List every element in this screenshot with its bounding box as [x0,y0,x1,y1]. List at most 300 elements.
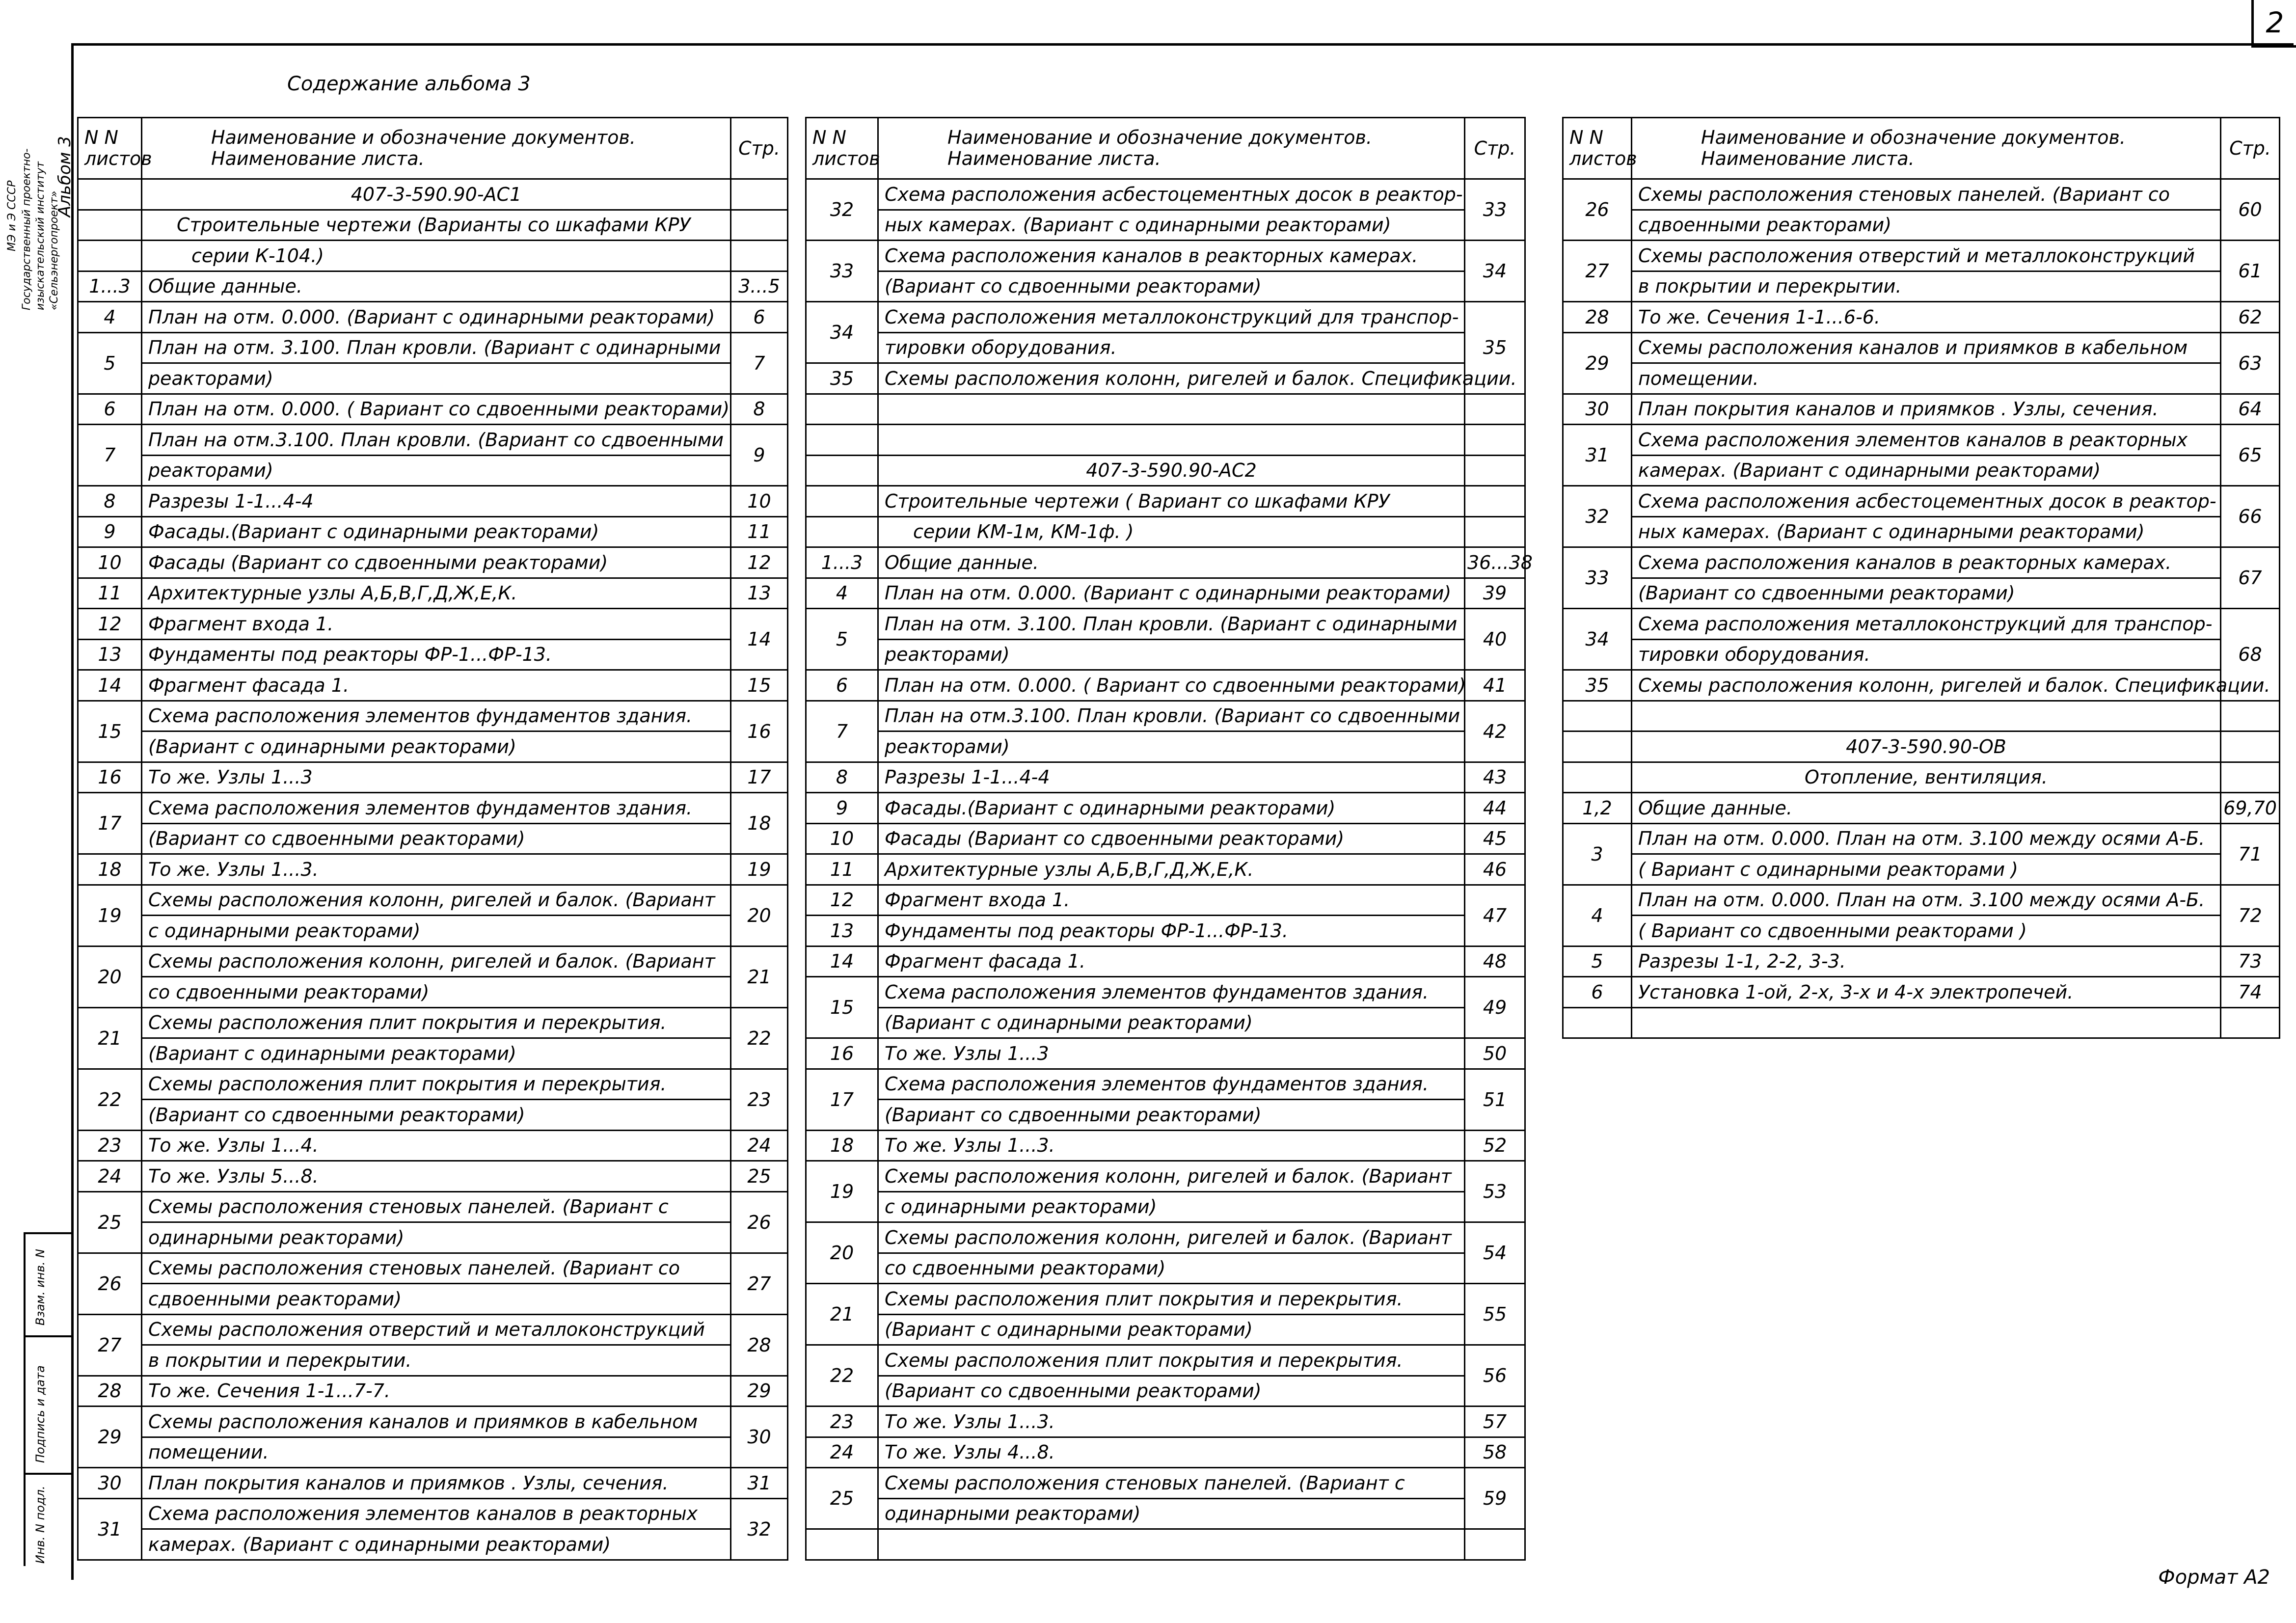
table-row [806,210,1525,241]
side-label-vzam: Взам. инв. N [33,1249,47,1325]
page-ref: 31 [731,1468,788,1499]
sheet-number: 10 [806,823,878,854]
sheet-title-cont: ( Вариант с одинарными реакторами ) [1632,854,2221,885]
table-row [78,639,788,670]
sheet-number: 6 [1563,977,1632,1008]
sheet-title-cont: (Вариант со сдвоенными реакторами) [1632,578,2221,609]
sheet-title: То же. Сечения 1-1...7-7. [142,1376,731,1407]
sheet-number: 21 [78,1007,142,1069]
page-ref [731,179,788,210]
table-row [806,1437,1525,1468]
sheet-number: 17 [806,1069,878,1130]
sheet-number: 33 [806,241,878,302]
stamp-line: изыскательский институт [34,161,47,310]
table-row [78,977,788,1008]
sheet-title: План на отм.3.100. План кровли. (Вариант со сдвоенными [142,425,731,456]
sheet-number: 4 [806,578,878,609]
table-row [806,701,1525,731]
sheet-title-cont: (Вариант со сдвоенными реакторами) [878,1376,1465,1407]
sheet-number: 3 [1563,823,1632,885]
table-row [806,547,1525,578]
table-row [806,1161,1525,1192]
sheet-number: 1...3 [78,271,142,302]
page-ref: 7 [731,332,788,394]
sheet-number: 16 [806,1038,878,1069]
table-row [78,731,788,762]
table-row [806,854,1525,885]
registration-block [24,1232,73,1566]
sheet-title: Схема расположения элементов фундаментов здания. [878,977,1465,1008]
table-row [78,609,788,640]
stamp-line: Государственный проектно- [21,148,33,310]
sheet-title: Разрезы 1-1, 2-2, 3-3. [1632,946,2221,977]
table-row [806,1468,1525,1499]
table-row [78,1376,788,1407]
sheet-title: Отопление, вентиляция. [1632,762,2221,793]
sheet-title-cont: с одинарными реакторами) [878,1191,1465,1222]
table-row [1563,639,2280,670]
table-row [78,302,788,333]
sheet-number: 12 [78,609,142,640]
table-row [806,1314,1525,1345]
sheet-number: 18 [78,854,142,885]
sheet-number: 9 [78,516,142,547]
page-ref: 16 [731,701,788,762]
sheet-number: 28 [78,1376,142,1407]
sheet-title: План на отм. 0.000. ( Вариант со сдвоенными реакторами) [142,394,731,425]
sheet-title: Схемы расположения отверстий и металлоконструкций [1632,241,2221,271]
sheet-title: 407-3-590.90-ОВ [1632,731,2221,762]
table-row [1563,210,2280,241]
page-ref: 41 [1465,670,1525,701]
table-row [806,639,1525,670]
table-row [806,363,1525,394]
sheet-number: 18 [806,1130,878,1161]
sheet-number: 32 [1563,486,1632,547]
page-ref: 69,70 [2221,793,2280,824]
page-ref: 67 [2221,547,2280,609]
sheet-title: То же. Узлы 1...3. [142,854,731,885]
sheet-number: 22 [78,1069,142,1130]
sheet-title-cont: ( Вариант со сдвоенными реакторами ) [1632,916,2221,947]
page-ref: 74 [2221,977,2280,1008]
sheet-title: Фасады.(Вариант с одинарными реакторами) [878,793,1465,824]
table-row [78,1407,788,1437]
table-row [1563,885,2280,916]
sheet-number: 6 [78,394,142,425]
table-row [78,1345,788,1376]
stamp-album: Альбом 3 [55,136,75,217]
sheet-number [806,516,878,547]
table-row [1563,670,2280,701]
page-number: 2 [2251,0,2296,48]
page-ref: 13 [731,578,788,609]
table-row [1563,793,2280,824]
sheet-title: серии КМ-1м, КМ-1ф. ) [878,516,1465,547]
sheet-number: 11 [806,854,878,885]
page-ref: 21 [731,946,788,1007]
table-row [1563,1007,2280,1038]
sheet-title-cont: (Вариант со сдвоенными реакторами) [878,271,1465,302]
contents-table-1 [77,117,788,1561]
table-row [78,762,788,793]
page-ref: 10 [731,486,788,517]
sheet-number: 31 [1563,425,1632,486]
sheet-title: Строительные чертежи ( Вариант со шкафами КРУ [878,486,1465,517]
sheet-number: 25 [78,1191,142,1253]
table-row [1563,578,2280,609]
sheet-title: Схема расположения элементов каналов в реакторных [1632,425,2221,456]
table-row [78,363,788,394]
sheet-title-cont: ных камерах. (Вариант с одинарными реакторами) [878,210,1465,241]
table-row [806,946,1525,977]
page-ref [731,210,788,241]
table-row [78,455,788,486]
sheet-title [878,425,1465,456]
page-ref: 54 [1465,1222,1525,1284]
table-row [78,885,788,916]
table-row [806,670,1525,701]
table-row [1563,731,2280,762]
sheet-number: 27 [1563,241,1632,302]
table-row [806,271,1525,302]
page-ref: 12 [731,547,788,578]
sheet-title: Схема расположения металлоконструкций для транспор- [878,302,1465,333]
table-row [78,578,788,609]
table-row [78,486,788,517]
sheet-title: План на отм. 0.000. План на отм. 3.100 между осями А-Б. [1632,885,2221,916]
table-row [806,1100,1525,1131]
page-ref: 68 [2221,609,2280,701]
header-page: Стр. [2221,118,2280,179]
page-ref: 52 [1465,1130,1525,1161]
sheet-title: План на отм. 0.000. (Вариант с одинарными реакторами) [878,578,1465,609]
sheet-title: Схемы расположения каналов и приямков в кабельном [142,1407,731,1437]
sheet-number: 24 [78,1161,142,1192]
table-row [78,1069,788,1100]
table-row [806,1069,1525,1100]
table-row [78,179,788,210]
sheet-title: Схемы расположения колонн, ригелей и балок. (Вариант [878,1161,1465,1192]
sheet-title: Архитектурные узлы А,Б,В,Г,Д,Ж,Е,К. [878,854,1465,885]
sheet-number: 11 [78,578,142,609]
table-row [806,1529,1525,1560]
page-ref: 35 [1465,302,1525,394]
sheet-title-cont: с одинарными реакторами) [142,916,731,947]
table-row [806,1345,1525,1376]
sheet-title-cont: ных камерах. (Вариант с одинарными реакторами) [1632,516,2221,547]
page-ref [1465,516,1525,547]
sheet-title-cont: (Вариант со сдвоенными реакторами) [142,1100,731,1131]
page-ref: 66 [2221,486,2280,547]
table-row [78,332,788,363]
page-ref: 57 [1465,1407,1525,1437]
sheet-number: 30 [1563,394,1632,425]
sheet-title: Фрагмент входа 1. [142,609,731,640]
page-ref: 11 [731,516,788,547]
sheet-title: Схема расположения металлоконструкций для транспор- [1632,609,2221,640]
page-ref: 44 [1465,793,1525,824]
sheet-title-cont: помещении. [1632,363,2221,394]
sheet-title-cont: в покрытии и перекрытии. [1632,271,2221,302]
table-row [78,516,788,547]
page-ref: 60 [2221,179,2280,241]
page-ref: 48 [1465,946,1525,977]
table-row [78,547,788,578]
sheet-number [78,210,142,241]
sheet-number: 6 [806,670,878,701]
sheet-number: 27 [78,1314,142,1376]
sheet-number: 13 [78,639,142,670]
table-row [806,1284,1525,1315]
format-label: Формат А2 [2158,1566,2270,1589]
sheet-number: 9 [806,793,878,824]
page-ref [2221,731,2280,762]
page-ref: 42 [1465,701,1525,762]
table-row [806,731,1525,762]
sheet-title-cont: реакторами) [142,363,731,394]
page-ref: 43 [1465,762,1525,793]
sheet-number: 28 [1563,302,1632,333]
sheet-title-cont: со сдвоенными реакторами) [878,1253,1465,1284]
page-ref: 46 [1465,854,1525,885]
sheet-title-cont: (Вариант с одинарными реакторами) [142,1038,731,1069]
table-row [806,1191,1525,1222]
sheet-number: 34 [806,302,878,363]
table-row [78,1529,788,1560]
sheet-title: Фасады (Вариант со сдвоенными реакторами) [142,547,731,578]
sheet-number: 7 [78,425,142,486]
sheet-title-cont: сдвоенными реакторами) [1632,210,2221,241]
table-row [806,394,1525,425]
table-row [78,425,788,456]
sheet-title: План на отм. 0.000. План на отм. 3.100 между осями А-Б. [1632,823,2221,854]
sheet-title: То же. Узлы 5...8. [142,1161,731,1192]
page-ref [1465,425,1525,456]
sheet-title: Установка 1-ой, 2-х, 3-х и 4-х электропечей. [1632,977,2221,1008]
page-ref: 64 [2221,394,2280,425]
sheet-title-cont: (Вариант с одинарными реакторами) [878,1007,1465,1038]
sheet-title: То же. Узлы 4...8. [878,1437,1465,1468]
sheet-title: Схемы расположения плит покрытия и перекрытия. [878,1345,1465,1376]
sheet-number: 8 [78,486,142,517]
sheet-number: 21 [806,1284,878,1345]
table-row [78,394,788,425]
sheet-title: То же. Узлы 1...3. [878,1130,1465,1161]
sheet-number: 31 [78,1498,142,1560]
sheet-number [806,394,878,425]
sheet-title: План на отм. 3.100. План кровли. (Вариант с одинарными [142,332,731,363]
table-row [1563,455,2280,486]
table-row [1563,977,2280,1008]
page-ref: 17 [731,762,788,793]
sheet-title [878,394,1465,425]
sheet-title: Схемы расположения колонн, ригелей и балок. Спецификации. [1632,670,2221,701]
page-ref: 58 [1465,1437,1525,1468]
table-row [806,1007,1525,1038]
table-row [806,486,1525,517]
table-row [806,1376,1525,1407]
table-row [78,1100,788,1131]
sheet-number: 32 [806,179,878,241]
sheet-title-cont: тировки оборудования. [1632,639,2221,670]
sheet-number: 10 [78,547,142,578]
sheet-title-cont: помещении. [142,1437,731,1468]
sheet-number: 23 [806,1407,878,1437]
sheet-number: 24 [806,1437,878,1468]
page-ref: 18 [731,793,788,854]
page-ref: 22 [731,1007,788,1069]
table-row [78,1437,788,1468]
header-doc-name: Наименование и обозначение документов. Наименование листа. [1632,118,2221,179]
page-ref: 28 [731,1314,788,1376]
sheet-number: 23 [78,1130,142,1161]
page-ref: 36...38 [1465,547,1525,578]
sheet-title: Схемы расположения стеновых панелей. (Вариант с [878,1468,1465,1499]
page-ref [731,241,788,271]
page-ref: 65 [2221,425,2280,486]
sheet-title-cont: (Вариант с одинарными реакторами) [142,731,731,762]
table-row [1563,516,2280,547]
page-ref: 25 [731,1161,788,1192]
sheet-title: Разрезы 1-1...4-4 [142,486,731,517]
table-row [806,516,1525,547]
table-row [78,1191,788,1222]
sheet-title: Схема расположения асбестоцементных досок в реактор- [878,179,1465,210]
table-row [1563,946,2280,977]
sheet-title: серии К-104.) [142,241,731,271]
table-row [806,241,1525,271]
sheet-number [806,455,878,486]
sheet-number: 33 [1563,547,1632,609]
table-row [78,670,788,701]
page-ref: 34 [1465,241,1525,302]
table-row [1563,547,2280,578]
sheet-number: 5 [806,609,878,670]
sheet-number: 5 [78,332,142,394]
sheet-title [1632,1007,2221,1038]
table-row [1563,486,2280,517]
page-ref: 72 [2221,885,2280,946]
sheet-title: Схемы расположения колонн, ригелей и балок. (Вариант [142,946,731,977]
table-row [806,823,1525,854]
sheet-number: 29 [1563,332,1632,394]
table-header-row [1563,118,2280,179]
table-row [1563,762,2280,793]
sheet-number: 35 [806,363,878,394]
table-row [78,1253,788,1284]
page-ref: 63 [2221,332,2280,394]
sheet-title-cont: камерах. (Вариант с одинарными реакторами) [1632,455,2221,486]
header-doc-name: Наименование и обозначение документов. Наименование листа. [878,118,1465,179]
table-row [806,977,1525,1008]
sheet-title: Фрагмент входа 1. [878,885,1465,916]
sheet-number: 35 [1563,670,1632,701]
sheet-title: Схема расположения каналов в реакторных камерах. [878,241,1465,271]
album-title: Содержание альбома 3 [287,73,531,95]
sheet-number [1563,1007,1632,1038]
table-row [1563,394,2280,425]
table-row [78,1222,788,1253]
sheet-title: Схема расположения элементов фундаментов здания. [142,793,731,824]
table-row [806,1038,1525,1069]
sheet-title: Схемы расположения плит покрытия и перекрытия. [142,1069,731,1100]
sheet-number: 26 [1563,179,1632,241]
sheet-title: То же. Узлы 1...3. [878,1407,1465,1437]
header-page: Стр. [731,118,788,179]
sheet-title: План на отм. 3.100. План кровли. (Вариант с одинарными [878,609,1465,640]
table-row [806,609,1525,640]
frame-top-border [71,43,2294,46]
page-ref [2221,1007,2280,1038]
page-ref [2221,762,2280,793]
side-label-inv: Инв. N подл. [33,1486,47,1564]
sheet-number: 30 [78,1468,142,1499]
page-ref: 53 [1465,1161,1525,1222]
sheet-number [1563,731,1632,762]
table-row [78,823,788,854]
page-ref: 51 [1465,1069,1525,1130]
sheet-title: Схемы расположения стеновых панелей. (Вариант со [142,1253,731,1284]
contents-table-2 [805,117,1533,1561]
sheet-title-cont: одинарными реакторами) [878,1498,1465,1529]
sheet-number: 29 [78,1407,142,1468]
sheet-number: 5 [1563,946,1632,977]
sheet-title: Схемы расположения колонн, ригелей и балок. (Вариант [878,1222,1465,1253]
table-row [806,762,1525,793]
sheet-number [78,241,142,271]
page-ref: 39 [1465,578,1525,609]
sheet-title: Фасады.(Вариант с одинарными реакторами) [142,516,731,547]
table-row [1563,425,2280,456]
page-ref: 33 [1465,179,1525,241]
table-row [806,1407,1525,1437]
sheet-title-cont: со сдвоенными реакторами) [142,977,731,1008]
sheet-title: Схема расположения элементов фундаментов здания. [142,701,731,731]
table-row [806,425,1525,456]
page-ref: 6 [731,302,788,333]
page-ref: 27 [731,1253,788,1314]
sheet-title: Схемы расположения стеновых панелей. (Вариант с [142,1191,731,1222]
page-ref [1465,394,1525,425]
page-ref: 56 [1465,1345,1525,1407]
table-row [1563,701,2280,731]
sheet-title: Общие данные. [1632,793,2221,824]
table-header-row [78,118,788,179]
table-row [806,578,1525,609]
table-row [806,179,1525,210]
table-row [78,1007,788,1038]
sheet-title: Схема расположения элементов каналов в реакторных [142,1498,731,1529]
table-row [78,241,788,271]
table-row [806,1222,1525,1253]
table-row [806,1498,1525,1529]
sheet-title: То же. Узлы 1...4. [142,1130,731,1161]
sheet-title-cont: камерах. (Вариант с одинарными реакторами) [142,1529,731,1560]
sheet-title: Схемы расположения плит покрытия и перекрытия. [142,1007,731,1038]
sheet-number [806,1529,878,1560]
sheet-number: 26 [78,1253,142,1314]
sheet-number: 4 [78,302,142,333]
sheet-title: Строительные чертежи (Варианты со шкафами КРУ [142,210,731,241]
page-ref: 20 [731,885,788,946]
sheet-title: План покрытия каналов и приямков . Узлы, сечения. [1632,394,2221,425]
table-row [78,916,788,947]
page-ref: 45 [1465,823,1525,854]
sheet-number: 19 [806,1161,878,1222]
table-row [78,210,788,241]
sheet-title: Схемы расположения плит покрытия и перекрытия. [878,1284,1465,1315]
